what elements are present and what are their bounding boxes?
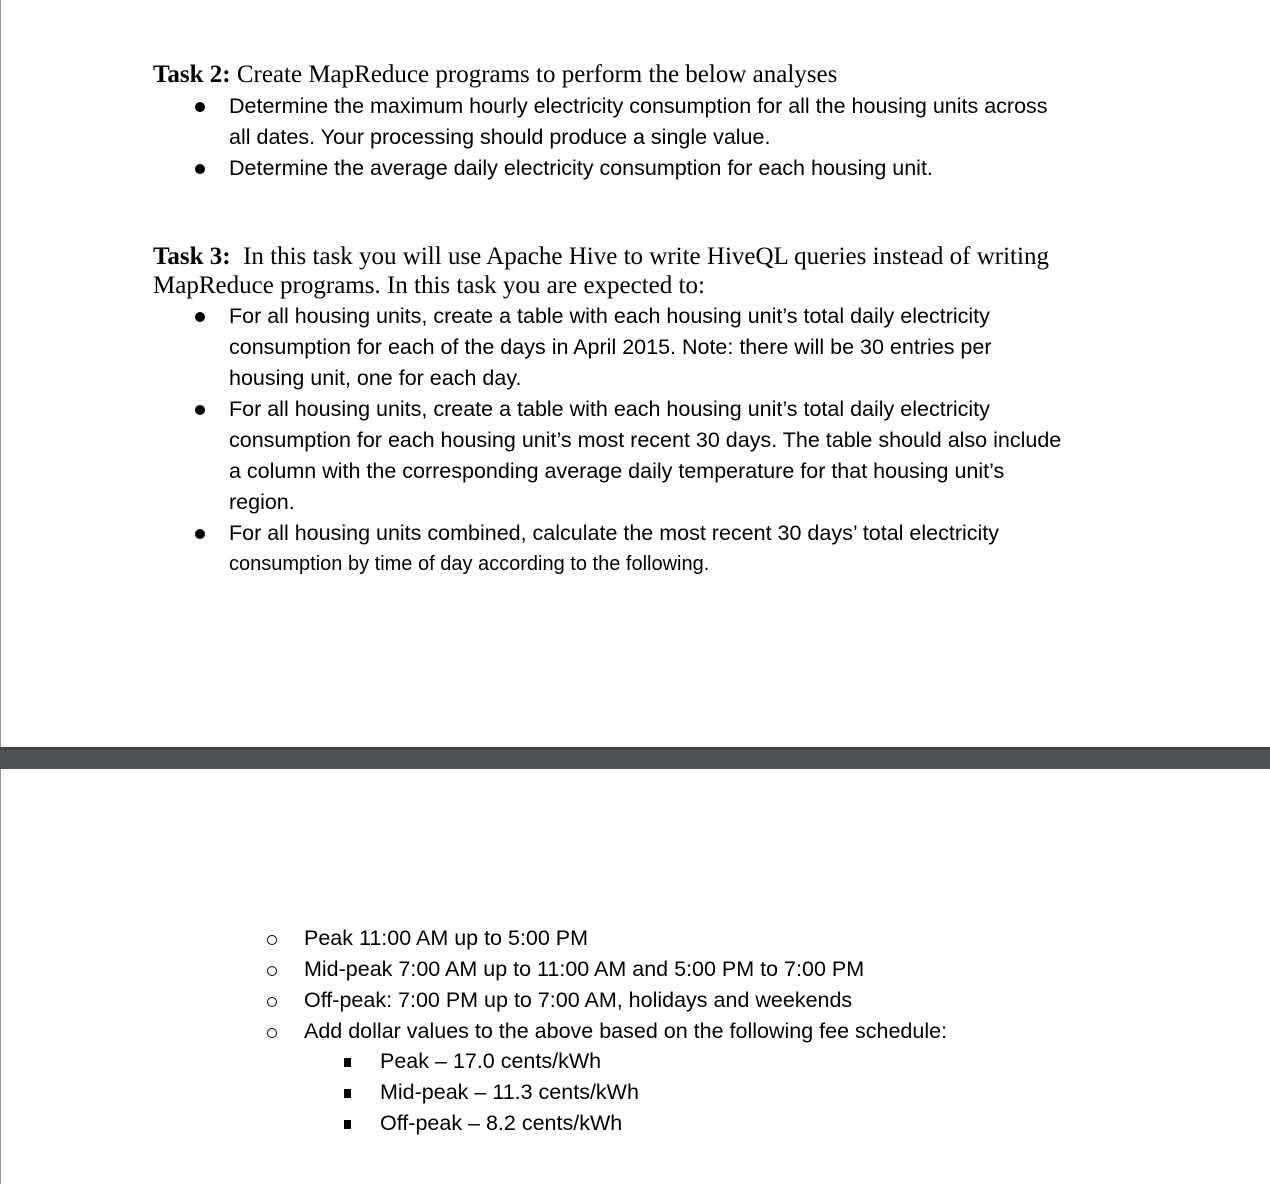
- square-bullet-icon: [344, 1089, 351, 1098]
- fee-text: Mid-peak – 11.3 cents/kWh: [380, 1080, 639, 1104]
- bullet-icon: [195, 405, 205, 415]
- list-item: [153, 301, 1153, 394]
- task-3-heading: [153, 242, 1049, 300]
- list-item: [339, 1046, 1039, 1077]
- list-item-line: consumption by time of day according to the following.: [229, 553, 710, 575]
- task-3-title-line-1: In this task you will use Apache Hive to write HiveQL queries instead of writing: [230, 243, 1049, 270]
- bullet-icon: [195, 164, 205, 174]
- task-3-label: Task 3:: [153, 243, 231, 270]
- time-of-day-list: [263, 923, 1163, 1047]
- document-page-2: [0, 769, 1270, 1184]
- list-item-line: consumption for each housing unit’s most recent 30 days. The table should also include: [229, 428, 1062, 452]
- fee-text: Peak – 17.0 cents/kWh: [380, 1049, 602, 1073]
- task-3-bullet-list: [153, 301, 1153, 580]
- square-bullet-icon: [344, 1120, 351, 1129]
- task-2-label: Task 2:: [153, 61, 231, 88]
- list-item: [153, 153, 1153, 184]
- list-item-text: Add dollar values to the above based on the following fee schedule:: [304, 1019, 948, 1043]
- task-3-title-line-2: MapReduce programs. In this task you are expected to:: [153, 272, 705, 299]
- bullet-icon: [195, 529, 205, 539]
- list-item: [263, 923, 1163, 954]
- circle-bullet-icon: [267, 935, 277, 945]
- circle-bullet-icon: [267, 1028, 277, 1038]
- fee-schedule-list: [339, 1046, 1039, 1139]
- bullet-icon: [195, 102, 205, 112]
- list-item: [263, 1016, 1163, 1047]
- list-item: [153, 518, 1153, 580]
- list-item-line: region.: [229, 490, 295, 514]
- list-item: [153, 394, 1153, 518]
- page-separator: [0, 747, 1270, 769]
- list-item-line: Determine the average daily electricity consumption for each housing unit.: [229, 156, 933, 180]
- list-item-line: consumption for each of the days in April 2015. Note: there will be 30 entries per: [229, 335, 992, 359]
- list-item-text: Off-peak: 7:00 PM up to 7:00 AM, holidays and weekends: [304, 988, 853, 1012]
- circle-bullet-icon: [267, 997, 277, 1007]
- list-item-line: For all housing units, create a table with each housing unit’s total daily electricity: [229, 397, 990, 421]
- task-2-title: Create MapReduce programs to perform the below analyses: [230, 61, 838, 88]
- fee-text: Off-peak – 8.2 cents/kWh: [380, 1111, 623, 1135]
- list-item-line: a column with the corresponding average daily temperature for that housing unit’s: [229, 459, 1005, 483]
- circle-bullet-icon: [267, 966, 277, 976]
- task-2-heading: [153, 60, 837, 89]
- list-item: [339, 1108, 1039, 1139]
- list-item: [263, 985, 1163, 1016]
- list-item-line: For all housing units, create a table with each housing unit’s total daily electricity: [229, 304, 990, 328]
- list-item: [153, 91, 1153, 153]
- list-item: [263, 954, 1163, 985]
- list-item: [339, 1077, 1039, 1108]
- bullet-icon: [195, 312, 205, 322]
- square-bullet-icon: [344, 1058, 351, 1067]
- list-item-line: Determine the maximum hourly electricity consumption for all the housing units across: [229, 94, 1048, 118]
- list-item-text: Peak 11:00 AM up to 5:00 PM: [304, 926, 589, 950]
- list-item-line: all dates. Your processing should produce a single value.: [229, 125, 771, 149]
- list-item-line: housing unit, one for each day.: [229, 366, 522, 390]
- list-item-line: For all housing units combined, calculate the most recent 30 days’ total electricity: [229, 521, 1000, 545]
- list-item-text: Mid-peak 7:00 AM up to 11:00 AM and 5:00 PM to 7:00 PM: [304, 957, 865, 981]
- task-2-bullet-list: [153, 91, 1153, 184]
